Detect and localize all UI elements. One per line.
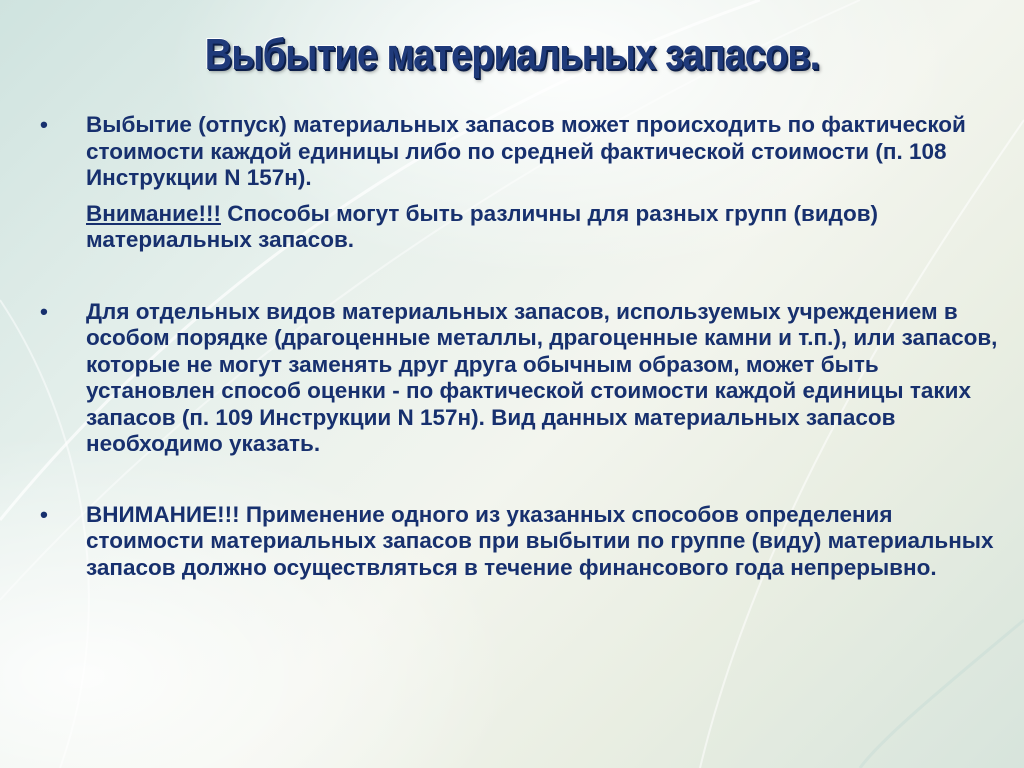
bullet-icon: •	[40, 501, 48, 527]
bullet-item-consistency	[40, 502, 1000, 582]
bullet-text: Выбытие (отпуск) материальных запасов может происходить по фактической стоимости каждой единицы либо по средней фактической стоимости (п. 108 Инструкции N 157н).	[86, 112, 966, 190]
slide-title: Выбытие материальных запасов.	[204, 30, 820, 79]
slide-body	[40, 112, 1000, 581]
bullet-icon: •	[40, 298, 48, 324]
attention-label: Внимание!!!	[86, 200, 221, 226]
bullet-item-disposal	[40, 112, 1000, 254]
bullet-text: Для отдельных видов материальных запасов, используемых учреждением в особом порядке (драгоценные металлы, драгоценные камни и т.п.), или запасов, которые не могут заменять друг друга обычным образом, может быть установлен способ оценки - по фактической стоимости каждой единицы таких запасов (п. 109 Инструкции N 157н). Вид данных материальных запасов необходимо указать.	[86, 298, 998, 456]
bullet-icon: •	[40, 112, 48, 137]
bullet-text: ВНИМАНИЕ!!! Применение одного из указанных способов определения стоимости материальных запасов при выбытии по группе (виду) материальных запасов должно осуществляться в течение финансового года непрерывно.	[86, 501, 994, 580]
attention-text: Способы могут быть различны для разных групп (видов) материальных запасов.	[86, 200, 879, 252]
bullet-item-special-valuation	[40, 299, 1000, 458]
attention-note	[86, 201, 1000, 254]
